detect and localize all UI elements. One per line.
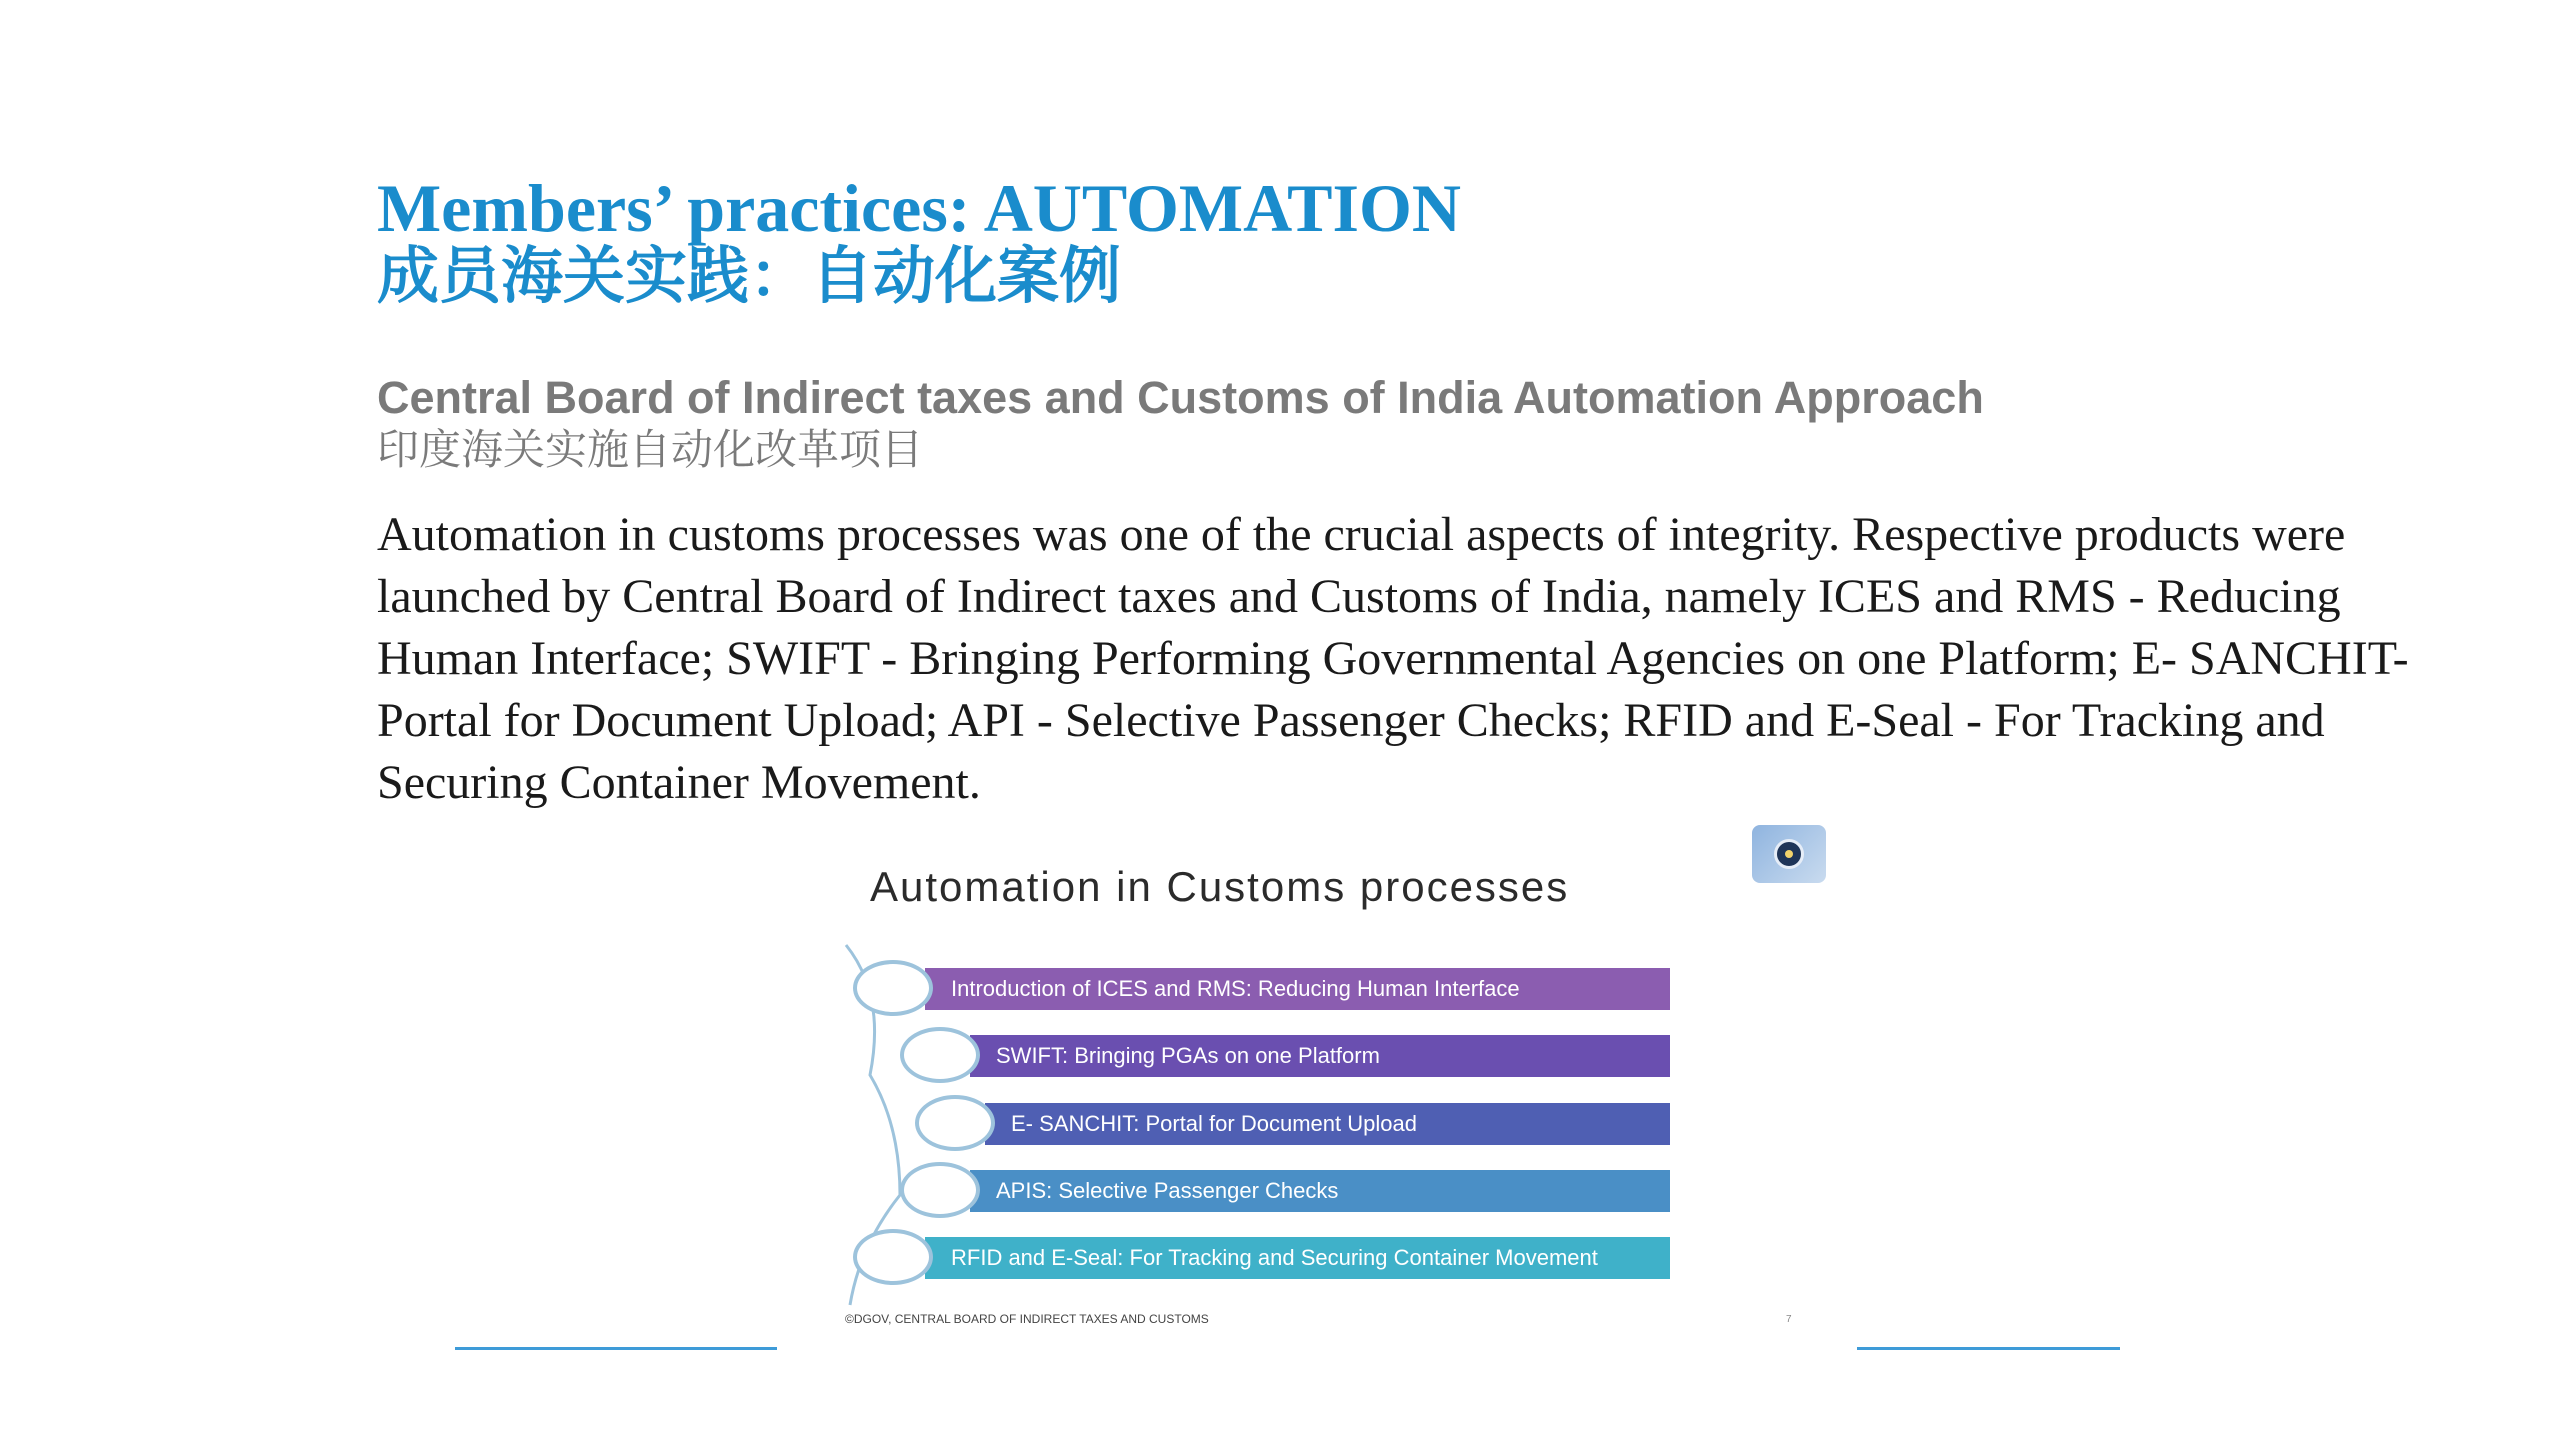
title-chinese: 成员海关实践：自动化案例 <box>377 239 1122 312</box>
process-label-3: E- SANCHIT: Portal for Document Upload <box>1011 1111 1417 1136</box>
title-english: Members’ practices: AUTOMATION <box>377 170 1461 246</box>
customs-emblem-icon <box>1752 825 1826 883</box>
process-bar-2 <box>970 1035 1670 1077</box>
footer-rule-right <box>1857 1347 2120 1350</box>
embedded-slide-image <box>840 825 1860 1345</box>
process-label-2: SWIFT: Bringing PGAs on one Platform <box>996 1043 1380 1068</box>
subtitle-chinese: 印度海关实施自动化改革项目 <box>377 425 924 474</box>
embedded-slide-title: Automation in Customs processes <box>870 863 1570 910</box>
process-node-5 <box>853 1229 933 1285</box>
body-paragraph: Automation in customs processes was one of the crucial aspects of integrity. Respective products were launched by Central Board of Indirect taxes and Customs of India, namely ICES and RMS - Reducing Human Interface; SWIFT - Bringing Performing Governmental Agencies on one Platform; E- SANCHIT- Portal for Document Upload; API - Selective Passenger Checks; RFID and E-Seal - For Tracking and Securing Container Movement. <box>377 508 2409 809</box>
process-bar-1 <box>925 968 1670 1010</box>
process-node-2 <box>900 1027 980 1083</box>
process-label-5: RFID and E-Seal: For Tracking and Securing Container Movement <box>951 1245 1598 1270</box>
process-node-3 <box>915 1095 995 1151</box>
process-node-1 <box>853 960 933 1016</box>
process-bar-5 <box>925 1237 1670 1279</box>
process-label-4: APIS: Selective Passenger Checks <box>996 1178 1339 1203</box>
subtitle-english: Central Board of Indirect taxes and Customs of India Automation Approach <box>377 372 1984 423</box>
process-bar-3 <box>985 1103 1670 1145</box>
footer-rule-left <box>455 1347 777 1350</box>
process-node-4 <box>900 1162 980 1218</box>
process-label-1: Introduction of ICES and RMS: Reducing Human Interface <box>951 976 1520 1001</box>
process-bar-4 <box>970 1170 1670 1212</box>
embedded-footer: ©DGOV, CENTRAL BOARD OF INDIRECT TAXES AND CUSTOMS <box>845 1312 1209 1326</box>
embedded-page-number: 7 <box>1786 1314 1792 1325</box>
